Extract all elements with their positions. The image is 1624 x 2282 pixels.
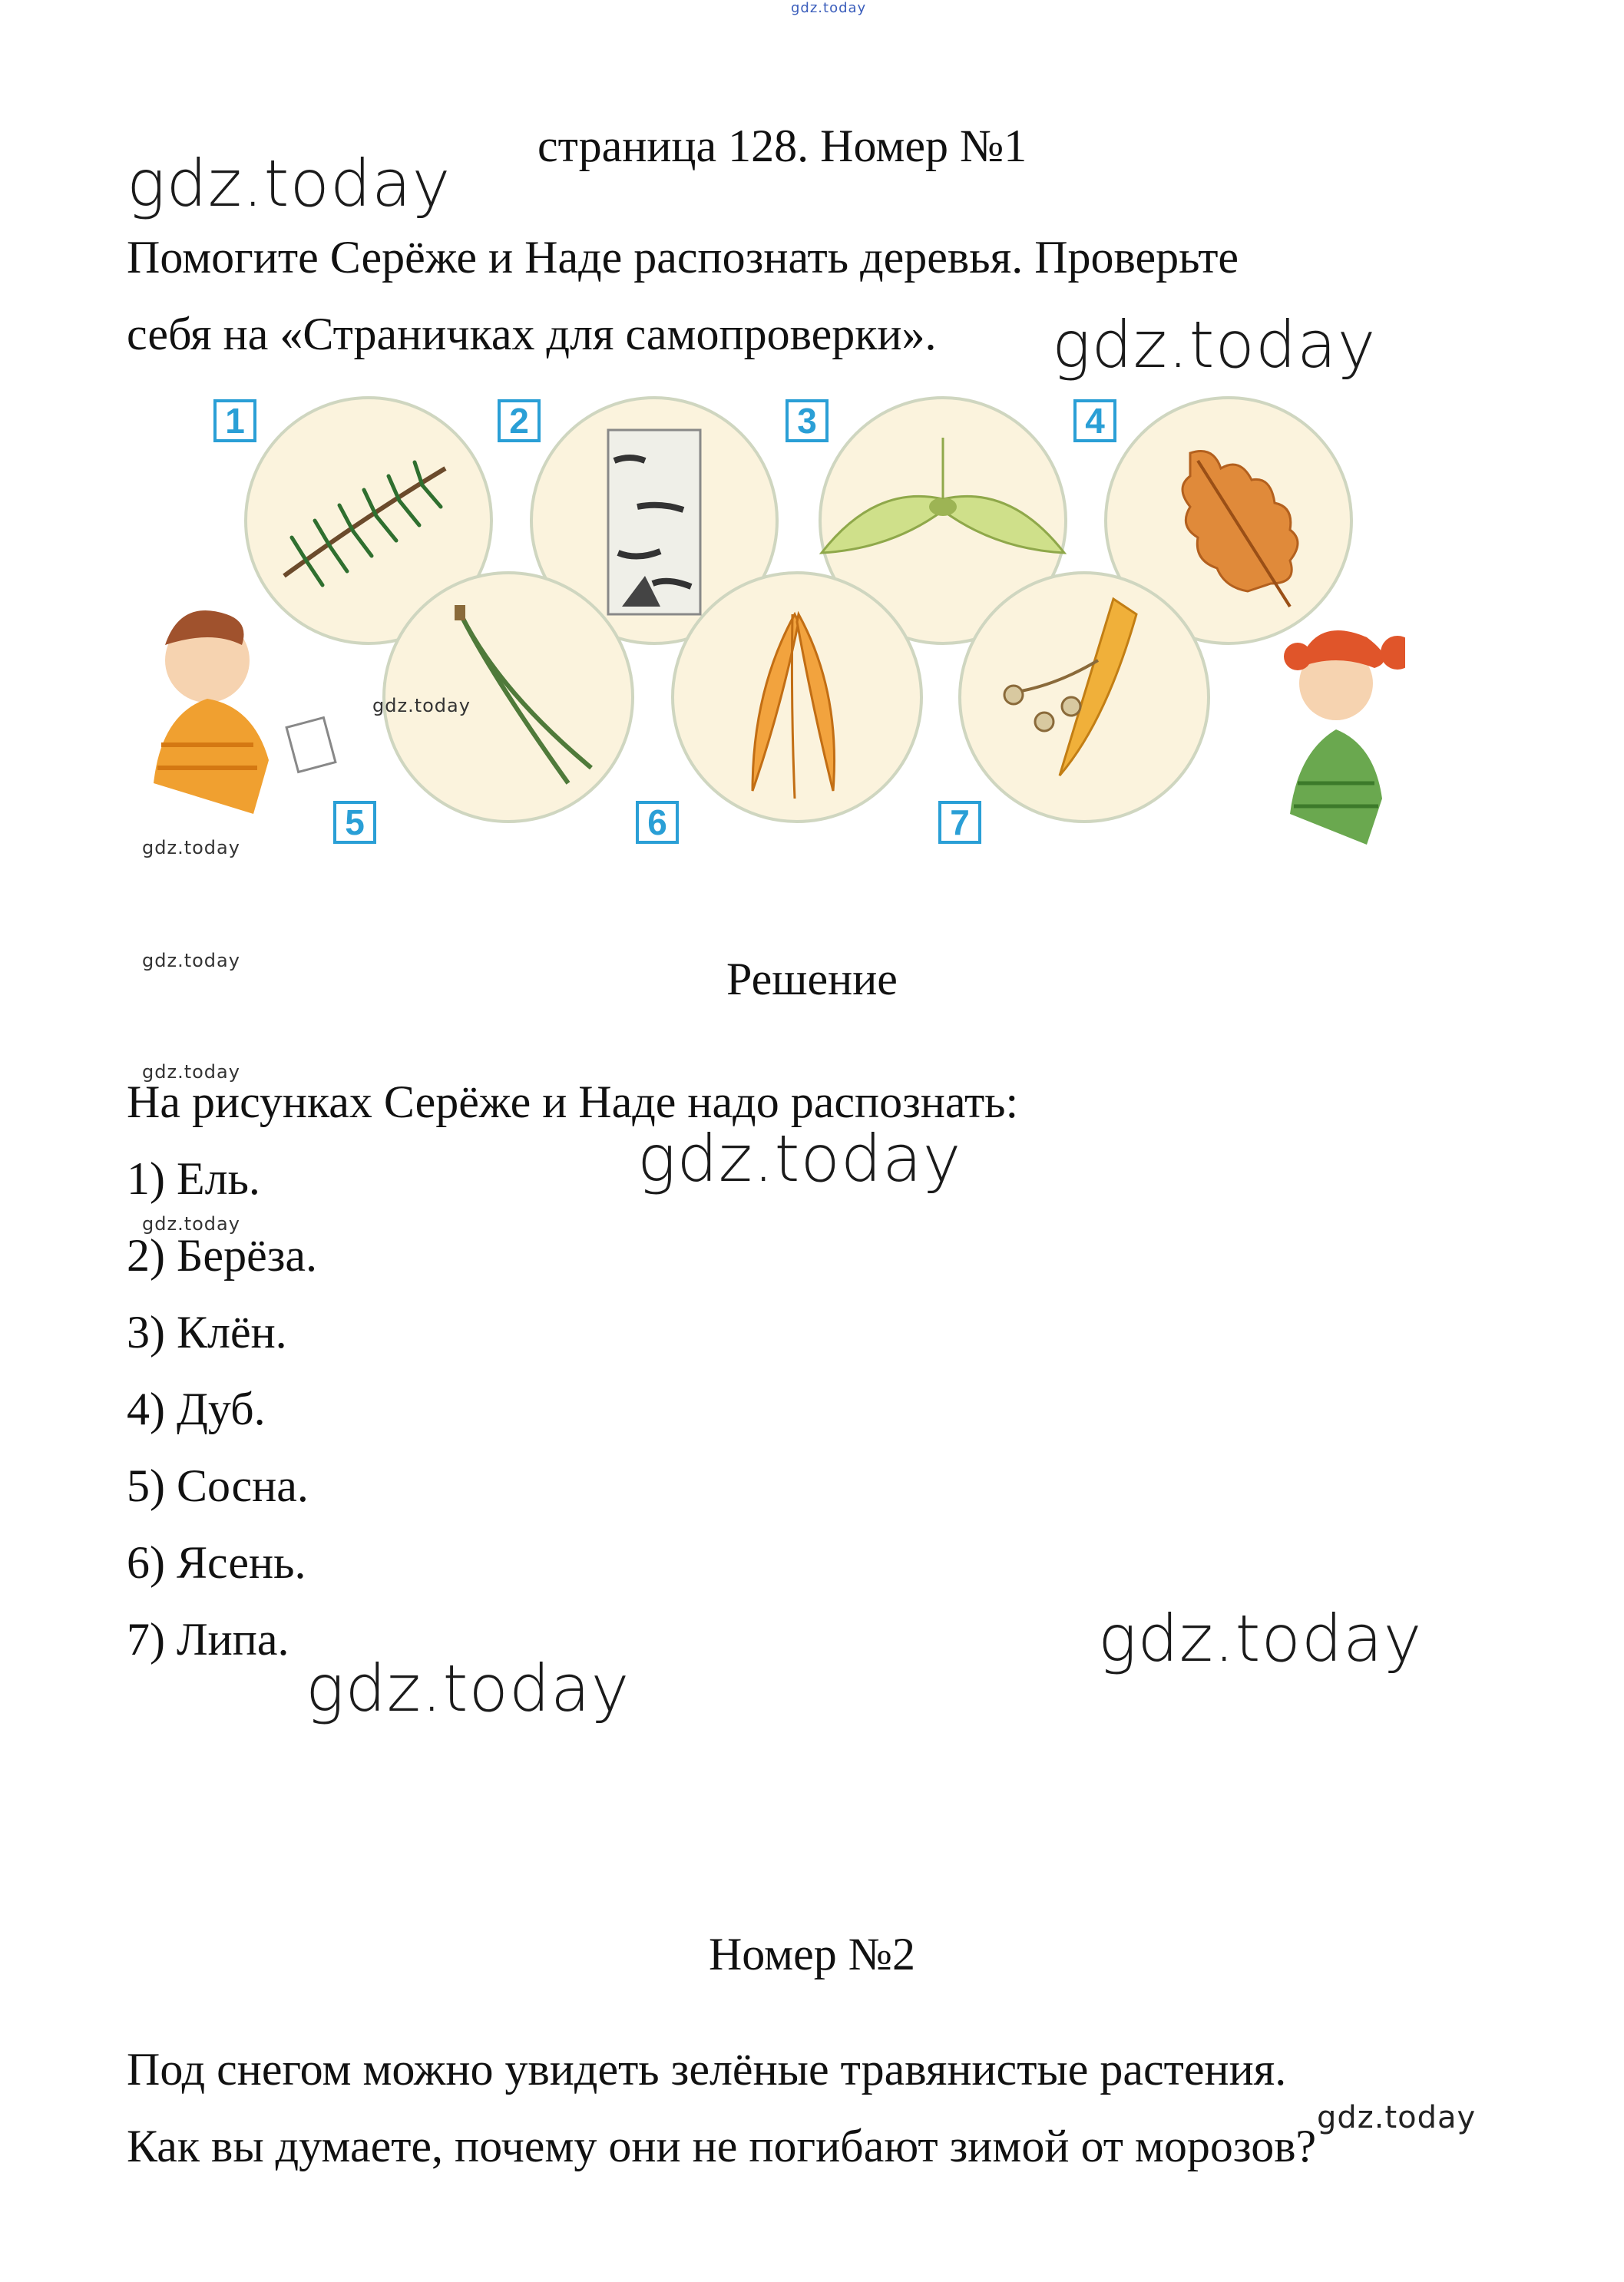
answer-item: 1) Ель. bbox=[127, 1153, 260, 1204]
watermark-medium: gdz.today bbox=[1317, 2100, 1477, 2135]
top-watermark: gdz.today bbox=[791, 0, 867, 16]
watermark-small: gdz.today bbox=[142, 1213, 240, 1235]
watermark-small: gdz.today bbox=[142, 1061, 240, 1083]
task2-heading: Номер №2 bbox=[708, 1929, 916, 1979]
badge-4 bbox=[1075, 401, 1115, 441]
badge-6 bbox=[637, 802, 677, 842]
watermark-small: gdz.today bbox=[142, 837, 240, 858]
svg-text:2: 2 bbox=[509, 401, 529, 441]
svg-text:5: 5 bbox=[345, 802, 365, 842]
svg-text:7: 7 bbox=[950, 802, 970, 842]
task2-line-1: Под снегом можно увидеть зелёные травянистые растения. bbox=[127, 2044, 1287, 2095]
trees-illustration bbox=[138, 384, 1405, 883]
task2-line-2: Как вы думаете, почему они не погибают зимой от морозов? bbox=[127, 2121, 1317, 2171]
badge-2 bbox=[499, 401, 539, 441]
birch-bark-icon bbox=[608, 430, 700, 614]
answer-item: 4) Дуб. bbox=[127, 1384, 266, 1434]
watermark: gdz.today bbox=[127, 146, 451, 221]
answer-item: 7) Липа. bbox=[127, 1614, 289, 1665]
watermark: gdz.today bbox=[637, 1121, 962, 1196]
svg-text:3: 3 bbox=[797, 401, 817, 441]
svg-text:4: 4 bbox=[1085, 401, 1105, 441]
badge-1 bbox=[215, 401, 255, 441]
svg-text:6: 6 bbox=[647, 802, 667, 842]
girl-icon bbox=[1284, 630, 1405, 845]
page-title: страница 128. Номер №1 bbox=[537, 121, 1027, 171]
watermark: gdz.today bbox=[306, 1651, 630, 1726]
solution-heading: Решение bbox=[726, 954, 898, 1004]
watermark-small: gdz.today bbox=[372, 695, 471, 716]
circle-6 bbox=[673, 573, 921, 822]
answer-item: 2) Берёза. bbox=[127, 1230, 318, 1281]
watermark-small: gdz.today bbox=[142, 950, 240, 971]
watermark: gdz.today bbox=[1052, 307, 1377, 382]
badge-5 bbox=[335, 802, 375, 842]
svg-text:1: 1 bbox=[225, 401, 245, 441]
task-text-line-2: себя на «Страничках для самопроверки». bbox=[127, 309, 937, 359]
boy-icon bbox=[154, 610, 336, 814]
watermark: gdz.today bbox=[1098, 1601, 1423, 1676]
solution-intro: На рисунках Серёже и Наде надо распознать: bbox=[127, 1077, 1019, 1127]
badge-7 bbox=[940, 802, 980, 842]
task-text-line-1: Помогите Серёже и Наде распознать деревья. Проверьте bbox=[127, 232, 1239, 283]
answer-item: 3) Клён. bbox=[127, 1307, 287, 1358]
badge-3 bbox=[787, 401, 827, 441]
answer-item: 5) Сосна. bbox=[127, 1460, 309, 1511]
answer-item: 6) Ясень. bbox=[127, 1537, 306, 1588]
